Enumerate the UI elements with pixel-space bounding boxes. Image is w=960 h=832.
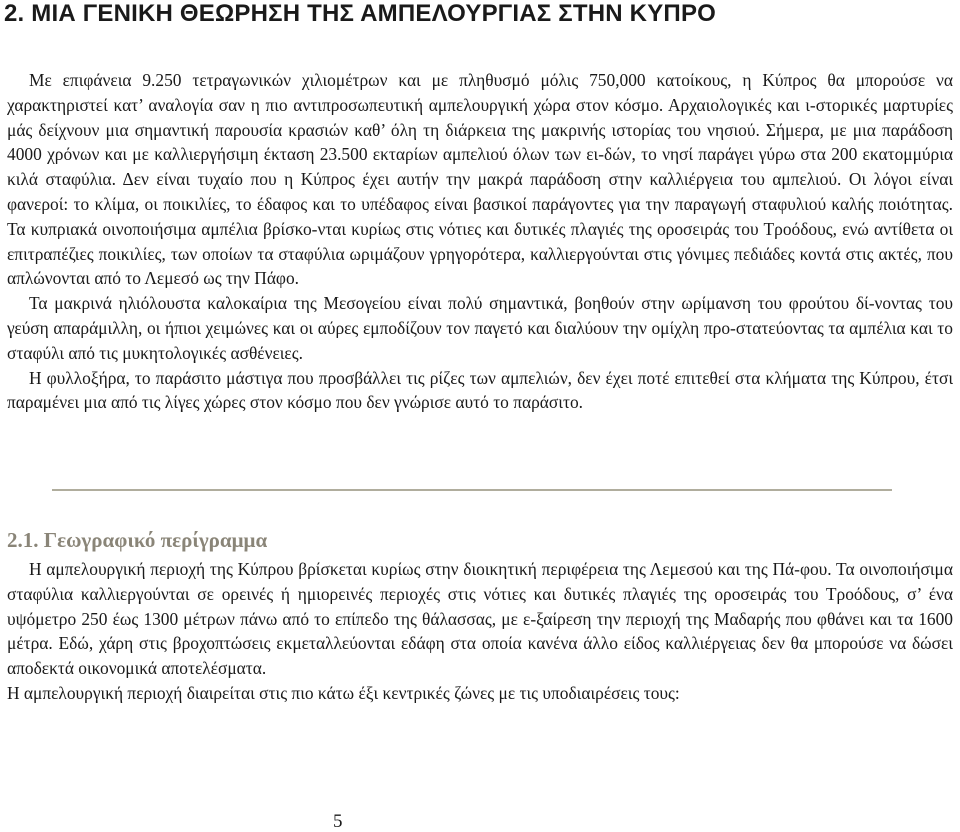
- section-divider: [52, 489, 892, 491]
- paragraph-intro: Με επιφάνεια 9.250 τετραγωνικών χιλιομέτρων και με πληθυσμό μόλις 750,000 κατοίκους, η Κύπρος θα μπορούσε να χαρακτηριστεί κατ’ αναλογία σαν η πιο αντιπροσωπευτική αμπελουργική χώρα στον κόσμο. Αρχαιολογικές και ι-στορικές μαρτυρίες μάς δείχνουν μια σημαντική παρουσία κρασιών καθ’ όλη τη διάρκεια της μακρινής ιστορίας του νησιού. Σήμερα, με μια παράδοση 4000 χρόνων και με καλλιεργήσιμη έκταση 23.500 εκταρίων αμπελιού όλων των ει-δών, το νησί παράγει γύρω στα 200 εκατομμύρια κιλά σταφύλια. Δεν είναι τυχαίο που η Κύπρος έχει αυτήν την μακρά παράδοση στην καλλιέργεια του αμπελιού. Οι λόγοι είναι φανεροί: το κλίμα, οι ποικιλίες, το έδαφος και το υπέδαφος είναι βασικοί παράγοντες για την παραγωγή σταφυλιού καλής ποιότητας. Τα κυπριακά οινοποιήσιμα αμπέλια βρίσκο-νται κυρίως στις νότιες και δυτικές πλαγιές της οροσειράς του Τροόδους, ενώ αντίθετα οι επιτραπέζιες ποικιλίες, των οποίων τα σταφύλια ωριμάζουν γρηγορότερα, καλλιεργούνται στις γόνιμες πεδιάδες κοντά στις ακτές, που απλώνονται από το Λεμεσό ως την Πάφο.: [7, 70, 953, 289]
- chapter-title: 2. ΜΙΑ ΓΕΝΙΚΗ ΘΕΩΡΗΣΗ ΤΗΣ ΑΜΠΕΛΟΥΡΓΙΑΣ ΣΤΗΝ ΚΥΠΡΟ: [4, 0, 717, 27]
- paragraph-geography: Η αμπελουργική περιοχή της Κύπρου βρίσκεται κυρίως στην διοικητική περιφέρεια της Λεμεσού και της Πά-φου. Τα οινοποιήσιμα σταφύλια καλλιεργούνται σε ορεινές ή ημιορεινές περιοχές στις νότιες και δυτικές πλαγιές της οροσειράς του Τροόδους, σ’ ένα υψόμετρο 250 έως 1300 μέτρων πάνω από το επίπεδο της θάλασσας, με ε-ξαίρεση την περιοχή της Μαδαρής που φθάνει και τα 1600 μέτρα. Εδώ, χάρη στις βροχοπτώσεις εκμεταλλεύονται εδάφη στα οποία κανένα άλλο είδος καλλιέργειας δεν θα μπορούσε να δώσει αποδεκτά οικονομικά αποτελέσματα.: [7, 559, 953, 679]
- chapter-body: [7, 68, 953, 415]
- paragraph-climate: Τα μακρινά ηλιόλουστα καλοκαίρια της Μεσογείου είναι πολύ σημαντικά, βοηθούν στην ωρίμανση του φρούτου δί-νοντας του γεύση απαράμιλλη, οι ήπιοι χειμώνες και οι αύρες εμποδίζουν τον παγετό και διαλύουν την ομίχλη προ-στατεύοντας τα αμπέλια και το σταφύλι από τις μυκητολογικές ασθένειες.: [7, 293, 953, 363]
- section-title: 2.1. Γεωγραφικό περίγραμμα: [7, 528, 268, 552]
- paragraph-phylloxera: Η φυλλοξήρα, το παράσιτο μάστιγα που προσβάλλει τις ρίζες των αμπελιών, δεν έχει ποτέ επιτεθεί στα κλήματα της Κύπρου, έτσι παραμένει μια από τις λίγες χώρες στον κόσμο που δεν γνώρισε αυτό το παράσιτο.: [7, 367, 953, 413]
- page-number: 5: [333, 811, 343, 832]
- paragraph-zones: Η αμπελουργική περιοχή διαιρείται στις πιο κάτω έξι κεντρικές ζώνες με τις υποδιαιρέσεις τους:: [7, 682, 680, 703]
- section-body: [7, 557, 953, 706]
